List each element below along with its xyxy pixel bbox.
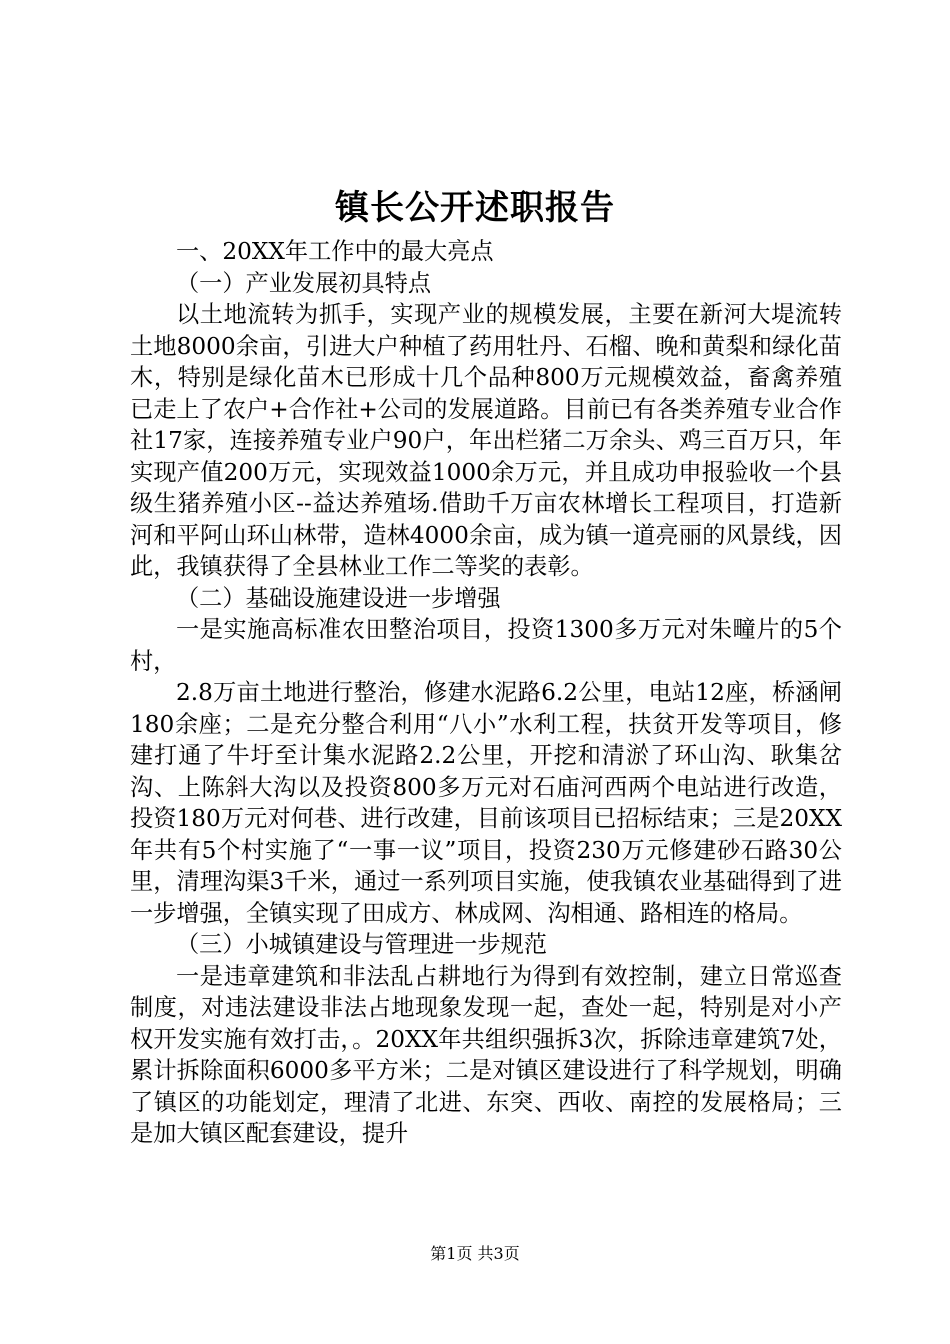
- page-number-footer: 第1页 共3页: [430, 1244, 520, 1263]
- document-title: 镇长公开述职报告: [335, 188, 615, 228]
- body-paragraph: 一是违章建筑和非法乱占耕地行为得到有效控制，建立日常巡查制度，对违法建设非法占地现象发现一起，查处一起，特别是对小产权开发实施有效打击，。20XX年共组织强拆3次，拆除违章建筑7处，累计拆除面积6000多平方米；二是对镇区建设进行了科学规划，明确了镇区的功能划定，理清了北进、东突、西收、南控的发展格局；三是加大镇区配套建设，提升: [130, 962, 842, 1147]
- document-body: [130, 236, 842, 1150]
- subsection-heading: （三）小城镇建设与管理进一步规范: [176, 931, 547, 958]
- body-paragraph: 一是实施高标准农田整治项目，投资1300多万元对朱疃片的5个村，: [130, 616, 842, 675]
- section-heading: 一、20XX年工作中的最大亮点: [176, 238, 494, 265]
- subsection-heading: （一）产业发展初具特点: [176, 269, 432, 297]
- subsection-heading: （二）基础设施建设进一步增强: [176, 584, 501, 612]
- body-paragraph: 2.8万亩土地进行整治，修建水泥路6.2公里，电站12座，桥涵闸180余座；二是充分整合利用“八小”水利工程，扶贫开发等项目，修建打通了牛圩至计集水泥路2.2公里，开挖和清淤了环山沟、耿集岔沟、上陈斜大沟以及投资800多万元对石庙河西两个电站进行改造，投资180万元对何巷、进行改建，目前该项目已招标结束；三是20XX年共有5个村实施了“一事一议”项目，投资230万元修建砂石路30公里，清理沟渠3千米，通过一系列项目实施，使我镇农业基础得到了进一步增强，全镇实现了田成方、林成网、沟相通、路相连的格局。: [130, 679, 842, 927]
- body-paragraph: 以土地流转为抓手，实现产业的规模发展，主要在新河大堤流转土地8000余亩，引进大户种植了药用牡丹、石榴、晚和黄梨和绿化苗木，特别是绿化苗木已形成十几个品种800万元规模效益，畜禽养殖已走上了农户+合作社+公司的发展道路。目前已有各类养殖专业合作社17家，连接养殖专业户90户，年出栏猪二万余头、鸡三百万只，年实现产值200万元，实现效益1000余万元，并且成功申报验收一个县级生猪养殖小区--益达养殖场.借助千万亩农林增长工程项目，打造新河和平阿山环山林带，造林4000余亩，成为镇一道亮丽的风景线，因此，我镇获得了全县林业工作二等奖的表彰。: [130, 301, 842, 580]
